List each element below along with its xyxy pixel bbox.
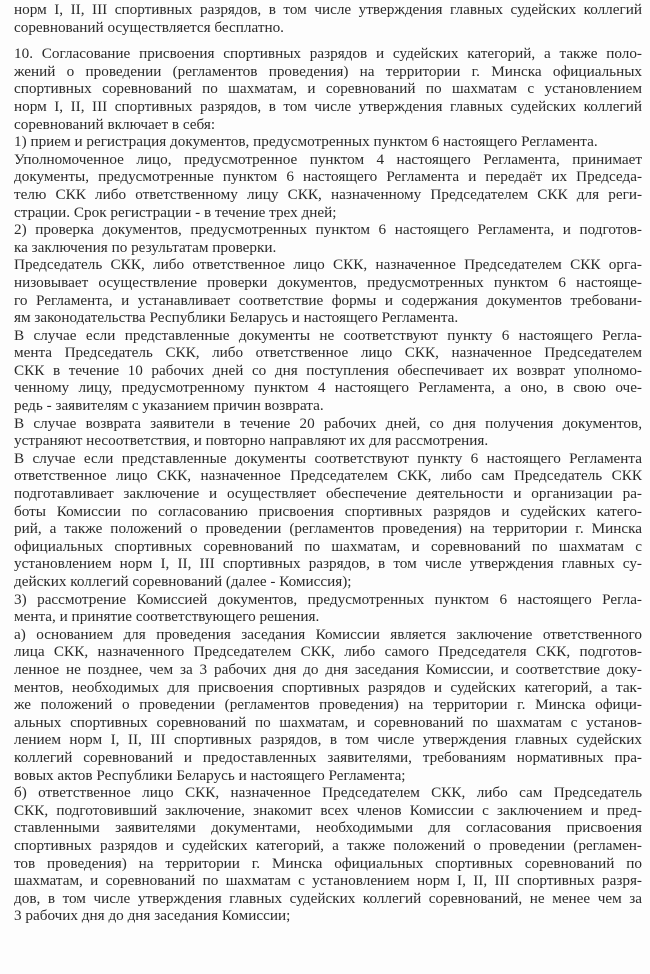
text-line: лица СКК, назначенного Председателем СКК, либо самого Председателя СКК, подготов-: [14, 643, 642, 661]
paragraph-gap: [14, 36, 642, 45]
paragraph-item3a: [14, 626, 642, 784]
text-line: ответственное лицо СКК, назначенное Председателем СКК, либо сам Председатель СКК: [14, 467, 642, 485]
text-line: соревнований осуществляется бесплатно.: [14, 18, 284, 36]
text-line: 3 рабочих дня до дня заседания Комиссии;: [14, 907, 291, 925]
text-line: рий, а также положений о проведении (регламентов проведения) на территории г. Минска: [14, 520, 642, 538]
text-line: же положений о проведении (регламентов проведения) на территории г. Минска офици-: [14, 696, 642, 714]
text-line: В случае если представленные документы не соответствуют пункту 6 настоящего Регла-: [14, 326, 642, 344]
text-line: боты Комиссии по согласованию присвоения спортивных разрядов и судейских катего-: [14, 502, 642, 520]
text-line: 2) проверка документов, предусмотренных пунктом 6 настоящего Регламента, и подготов-: [14, 221, 642, 239]
text-line: лением норм I, II, III спортивных разрядов, в том числе утверждения главных судейских: [14, 731, 642, 749]
text-line: низовывает осуществление проверки документов, предусмотренных пунктом 6 настояще-: [14, 273, 642, 291]
paragraph-item2-body4: [14, 450, 642, 591]
text-line: официальных спортивных соревнований по шахматам, и соревнований по шахматам с: [14, 537, 642, 555]
text-line: норм I, II, III спортивных разрядов, в том числе утверждения главных судейских коллегий: [14, 1, 642, 18]
text-line: спортивных разрядов и судейских категорий, а также положений о проведении (регламен-: [14, 836, 642, 854]
text-line: СКК, подготовивший заключение, знакомит всех членов Комиссии с заключением и пред-: [14, 801, 642, 819]
text-line: норм I, II, III спортивных разрядов, в том числе утверждения главных судейских коллегий: [14, 97, 642, 115]
paragraph-item1-body: [14, 151, 642, 221]
text-line: жений о проведении (регламентов проведения) на территории г. Минска официальных: [14, 62, 642, 80]
paragraph-item2-body1: [14, 256, 642, 326]
paragraph-item3b: [14, 784, 642, 925]
text-line: вовых актов Республики Беларусь и настоящего Регламента;: [14, 766, 406, 784]
text-line: СКК в течение 10 рабочих дней со дня поступления обеспечивает их возврат уполномо-: [14, 361, 642, 379]
text-line: альных спортивных соревнований по шахматам, и соревнований по шахматам с установ-: [14, 713, 642, 731]
text-line: ям законодательства Республики Беларусь и настоящего Регламента.: [14, 309, 459, 327]
text-line: В случае возврата заявители в течение 20 рабочих дней, со дня получения документов,: [14, 414, 642, 432]
text-line: ментов, необходимых для присвоения спортивных разрядов и судейских категорий, а так-: [14, 678, 642, 696]
text-line: страции. Срок регистрации - в течение трех дней;: [14, 203, 337, 221]
text-line: документы, предусмотренные пунктом 6 настоящего Регламента и передаёт их Председа-: [14, 168, 642, 186]
text-line: б) ответственное лицо СКК, назначенное Председателем СКК, либо сам Председатель: [14, 784, 642, 802]
text-line: Уполномоченное лицо, предусмотренное пунктом 4 настоящего Регламента, принимает: [14, 150, 642, 168]
paragraph-item2: [14, 221, 642, 256]
text-line: мента, и принятие соответствующего решения.: [14, 608, 320, 626]
text-line: редь - заявителям с указанием причин возврата.: [14, 397, 324, 415]
text-line: 1) прием и регистрация документов, предусмотренных пунктом 6 настоящего Регламента.: [14, 133, 598, 151]
text-line: шахматам, и соревнований по шахматам с установлением норм I, II, III спортивных разря-: [14, 872, 642, 890]
text-line: спортивных соревнований по шахматам, и соревнований по шахматам с установлением: [14, 80, 642, 98]
paragraph-item2-body3: [14, 415, 642, 450]
document-body: [14, 1, 642, 925]
paragraph-p10: [14, 45, 642, 133]
text-line: подготавливает заключение и осуществляет обеспечение деятельности и организации ра-: [14, 485, 642, 503]
text-line: Председатель СКК, либо ответственное лицо СКК, назначенное Председателем СКК орга-: [14, 256, 642, 274]
text-line: соревнований включает в себя:: [14, 115, 216, 133]
text-line: В случае если представленные документы соответствуют пункту 6 настоящего Регламента: [14, 449, 642, 467]
paragraph-item2-body2: [14, 327, 642, 415]
text-line: дов, в том числе утверждения главных судейских коллегий соревнований, не менее чем за: [14, 889, 642, 907]
text-line: 3) рассмотрение Комиссией документов, предусмотренных пунктом 6 настоящего Регла-: [14, 590, 642, 608]
text-line: ленное не позднее, чем за 3 рабочих дня до дня заседания Комиссии, и соответствие доку-: [14, 660, 642, 678]
text-line: 10. Согласование присвоения спортивных разрядов и судейских категорий, а также поло-: [14, 45, 642, 63]
text-line: установлением норм I, II, III спортивных разрядов, в том числе утверждения главных су-: [14, 555, 642, 573]
paragraph-p9-tail: [14, 1, 642, 36]
text-line: а) основанием для проведения заседания Комиссии является заключение ответственного: [14, 625, 642, 643]
text-line: коллегий соревнований и предоставленных заявителями, требованиям нормативных пра-: [14, 748, 642, 766]
text-line: тов проведения) на территории г. Минска официальных спортивных соревнований по: [14, 854, 642, 872]
paragraph-item1: [14, 133, 642, 151]
text-line: ченному лицу, предусмотренному пунктом 4 настоящего Регламента, а оно, в свою оче-: [14, 379, 642, 397]
text-line: го Регламента, и устанавливает соответствие формы и содержания документов требовани-: [14, 291, 642, 309]
text-line: устраняют несоответствия, и повторно направляют их для рассмотрения.: [14, 432, 489, 450]
text-line: ставленными заявителями документами, необходимыми для согласования присвоения: [14, 819, 642, 837]
text-line: мента Председатель СКК, либо ответственное лицо СКК, назначенное Председателем: [14, 344, 642, 362]
text-line: телю СКК либо ответственному лицу СКК, назначенному Председателем СКК для реги-: [14, 185, 642, 203]
text-line: ка заключения по результатам проверки.: [14, 238, 277, 256]
paragraph-item3: [14, 591, 642, 626]
text-line: дейских коллегий соревнований (далее - Комиссия);: [14, 573, 352, 590]
